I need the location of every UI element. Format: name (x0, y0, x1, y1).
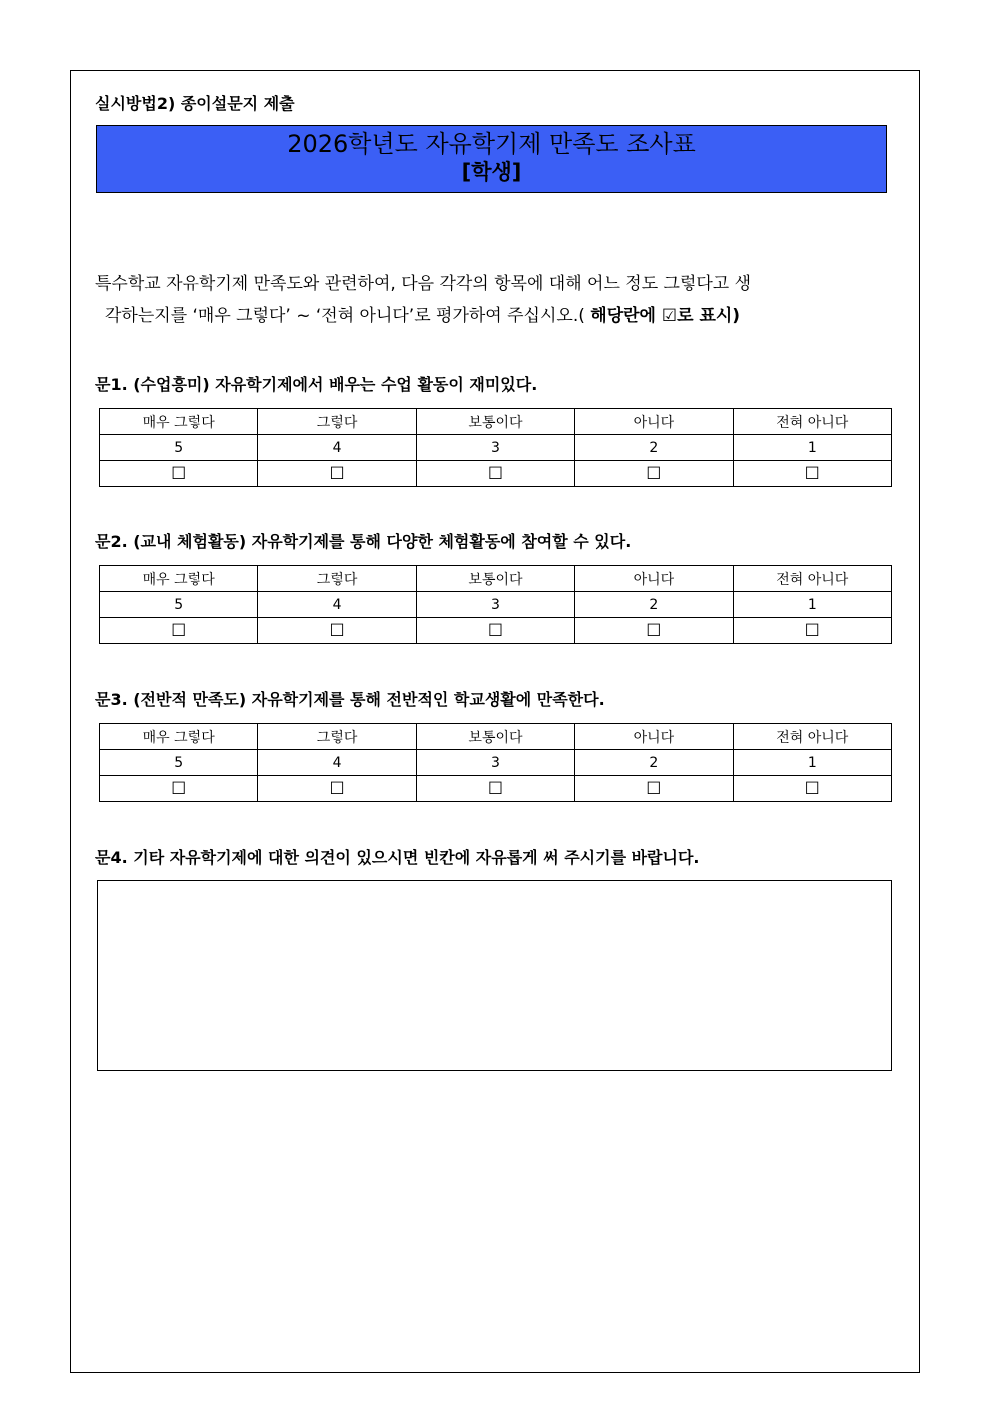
scale-label: 그렇다 (258, 409, 416, 435)
scale-label: 그렇다 (258, 724, 416, 750)
rating-table-q2 (99, 565, 892, 644)
scale-score-row (100, 750, 892, 776)
checkbox[interactable]: ☐ (100, 776, 258, 802)
checkbox-row (100, 461, 892, 487)
question-1: 문1. (수업흥미) 자유학기제에서 배우는 수업 활동이 재미있다. (95, 375, 538, 394)
checkbox[interactable]: ☐ (258, 618, 416, 644)
checkbox[interactable]: ☐ (575, 776, 733, 802)
scale-score: 5 (100, 592, 258, 618)
instructions-line-2 (95, 300, 895, 332)
checkbox[interactable]: ☐ (258, 776, 416, 802)
scale-label-row (100, 409, 892, 435)
scale-score: 5 (100, 435, 258, 461)
scale-score: 4 (258, 435, 416, 461)
scale-score: 1 (733, 750, 891, 776)
scale-label-row (100, 724, 892, 750)
scale-label: 아니다 (575, 409, 733, 435)
scale-score-row (100, 592, 892, 618)
instructions-emphasis: 해당란에 ☑로 표시) (590, 306, 741, 326)
rating-table-q1 (99, 408, 892, 487)
question-3: 문3. (전반적 만족도) 자유학기제를 통해 전반적인 학교생활에 만족한다. (95, 690, 605, 709)
scale-score: 3 (416, 435, 574, 461)
checkbox[interactable]: ☐ (100, 461, 258, 487)
question-2: 문2. (교내 체험활동) 자유학기제를 통해 다양한 체험활동에 참여할 수 있다. (95, 532, 632, 551)
scale-label: 보통이다 (416, 724, 574, 750)
scale-score: 4 (258, 750, 416, 776)
checkbox[interactable]: ☐ (416, 461, 574, 487)
scale-score-row (100, 435, 892, 461)
survey-subtitle: [학생] (461, 160, 522, 184)
scale-label: 전혀 아니다 (733, 566, 891, 592)
scale-label: 매우 그렇다 (100, 409, 258, 435)
scale-label-row (100, 566, 892, 592)
scale-score: 3 (416, 750, 574, 776)
scale-label: 매우 그렇다 (100, 724, 258, 750)
survey-title: 2026학년도 자유학기제 만족도 조사표 (287, 130, 696, 158)
checkbox[interactable]: ☐ (100, 618, 258, 644)
instructions-text: 각하는지를 ‘매우 그렇다’ ~ ‘전혀 아니다’로 평가하여 주십시오.( (105, 306, 585, 326)
instructions-line-1: 특수학교 자유학기제 만족도와 관련하여, 다음 각각의 항목에 대해 어느 정도 그렇다고 생 (95, 274, 752, 294)
checkbox-row (100, 776, 892, 802)
rating-table-q3 (99, 723, 892, 802)
scale-label: 전혀 아니다 (733, 409, 891, 435)
scale-score: 2 (575, 592, 733, 618)
checkbox[interactable]: ☐ (575, 618, 733, 644)
page-frame (70, 70, 920, 1373)
checkbox[interactable]: ☐ (733, 776, 891, 802)
scale-label: 아니다 (575, 724, 733, 750)
checkbox[interactable]: ☐ (258, 461, 416, 487)
scale-label: 매우 그렇다 (100, 566, 258, 592)
scale-score: 1 (733, 592, 891, 618)
title-banner (96, 125, 887, 193)
question-4: 문4. 기타 자유학기제에 대한 의견이 있으시면 빈칸에 자유롭게 써 주시기를 바랍니다. (95, 848, 700, 867)
method-label: 실시방법2) 종이설문지 제출 (95, 94, 295, 113)
scale-label: 전혀 아니다 (733, 724, 891, 750)
checkbox[interactable]: ☐ (733, 461, 891, 487)
scale-score: 2 (575, 750, 733, 776)
opinion-textbox[interactable] (97, 880, 892, 1071)
checkbox[interactable]: ☐ (416, 776, 574, 802)
checkbox[interactable]: ☐ (575, 461, 733, 487)
checkbox-row (100, 618, 892, 644)
scale-score: 3 (416, 592, 574, 618)
scale-score: 1 (733, 435, 891, 461)
scale-label: 그렇다 (258, 566, 416, 592)
scale-label: 보통이다 (416, 566, 574, 592)
checkbox[interactable]: ☐ (733, 618, 891, 644)
checkbox[interactable]: ☐ (416, 618, 574, 644)
scale-score: 2 (575, 435, 733, 461)
scale-label: 보통이다 (416, 409, 574, 435)
instructions (95, 268, 895, 332)
scale-score: 5 (100, 750, 258, 776)
scale-score: 4 (258, 592, 416, 618)
scale-label: 아니다 (575, 566, 733, 592)
